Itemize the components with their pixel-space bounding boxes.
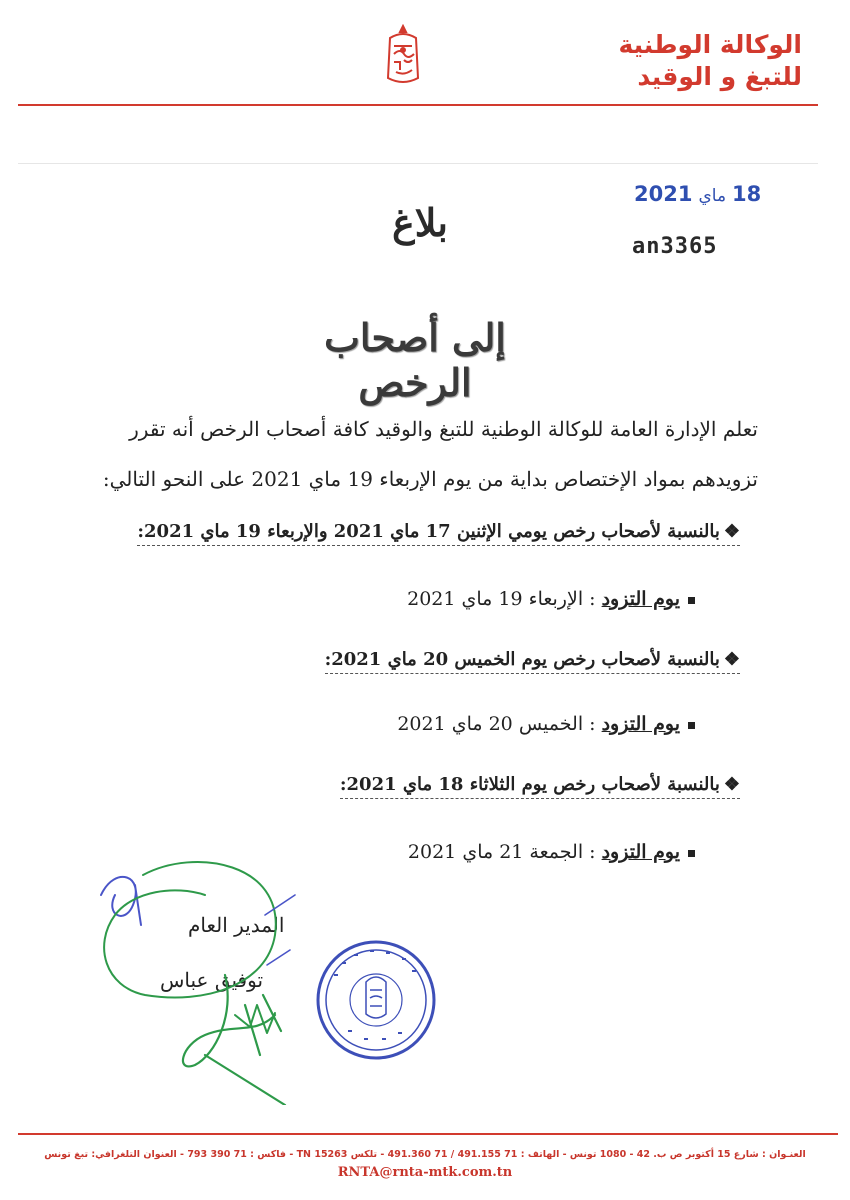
supply-day-item [397,713,695,735]
diamond-bullet-icon: ❖ [723,774,740,795]
square-bullet-icon [688,722,695,729]
diamond-bullet-icon: ❖ [723,649,740,670]
supply-day-label: يوم التزود [601,588,680,610]
date-month: ماي [698,186,727,206]
supply-day-value: : الخميس 20 ماي 2021 [397,713,596,735]
date-day: 18 [732,182,762,206]
notice-subtitle: إلى أصحاب الرخص [324,315,506,405]
supply-day-label: يوم التزود [601,713,680,735]
diamond-bullet-icon: ❖ [723,521,740,542]
rnta-logo-icon [382,24,424,88]
date-year: 2021 [634,182,693,206]
footer-address: العنـوان : شارع 15 أكتوبر ص ب. 42 - 1080 تونس - الهاتف : 71 491.155 / 71 491.360 - تلكس 15263 TN - فاكس : 71 390 793 - العنوان التلغرافي: تبغ تونس [44,1149,806,1160]
organization-name-line-1: الوكالة الوطنية [618,30,802,59]
square-bullet-icon [688,597,695,604]
footer-divider [18,1133,838,1135]
supply-day-item [408,841,695,863]
reference-number: an3365 [632,234,718,259]
supply-day-item [407,588,695,610]
intro-paragraph-line-2: تزويدهم بمواد الإختصاص بداية من يوم الإربعاء 19 ماي 2021 على النحو التالي: [102,467,758,491]
handwritten-signature-icon [85,855,325,1105]
notice-title: بلاغ [392,200,448,245]
footer-email: RNTA@rnta-mtk.com.tn [337,1165,513,1180]
intro-paragraph-line-1: تعلم الإدارة العامة للوكالة الوطنية للتبغ والوقيد كافة أصحاب الرخص أنه تقرر [129,417,758,441]
organization-name-line-2: للتبغ و الوقيد [637,62,802,91]
license-group-heading: ❖بالنسبة لأصحاب رخص يوم الثلاثاء 18 ماي 2021: [340,774,740,799]
scan-faint-line [18,163,818,164]
license-group-heading: ❖بالنسبة لأصحاب رخص يومي الإثنين 17 ماي 2021 والإربعاء 19 ماي 2021: [137,521,740,546]
supply-day-value: : الإربعاء 19 ماي 2021 [407,588,596,610]
header-divider [18,104,818,106]
license-group-heading: ❖بالنسبة لأصحاب رخص يوم الخميس 20 ماي 2021: [325,649,740,674]
document-date [634,182,761,206]
director-name: توفيق عباس [160,968,264,992]
square-bullet-icon [688,850,695,857]
supply-day-value: : الجمعة 21 ماي 2021 [407,841,596,863]
supply-day-label: يوم التزود [601,841,680,863]
official-stamp-icon [314,938,438,1062]
director-title: المدير العام [188,913,285,937]
